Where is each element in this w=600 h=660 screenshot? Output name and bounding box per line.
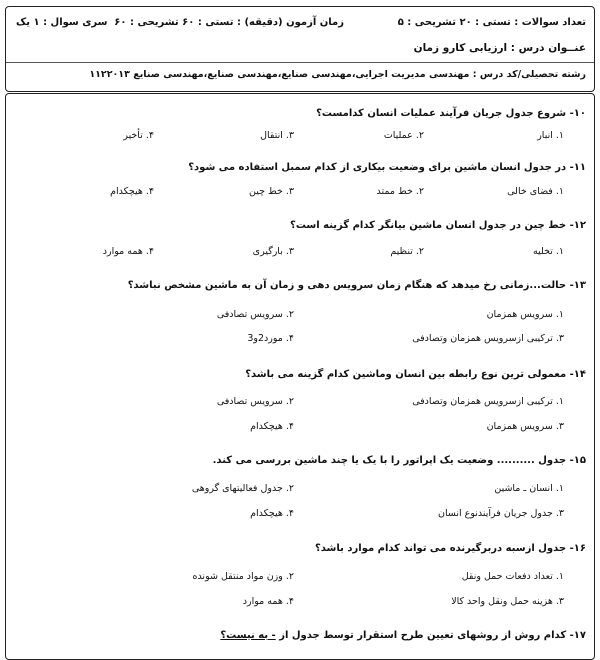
q10-option-3: ۳. انتقال	[260, 130, 294, 141]
q16-option-4: ۴. همه موارد	[242, 596, 294, 607]
question-17-text: ۱۷- کدام روش از روشهای تعیین طرح استقرار توسط جدول از	[275, 630, 586, 641]
q12-option-4: ۴. همه موارد	[102, 246, 154, 257]
question-12: ۱۲- خط چین در جدول انسان ماشین بیانگر کدام گزینه است؟	[290, 220, 586, 231]
q12-option-3: ۳. بارگیری	[252, 246, 294, 257]
q14-option-1: ۱. ترکیبی ازسرویس همزمان وتصادفی	[412, 396, 564, 407]
q11-option-1: ۱. فضای خالی	[507, 186, 564, 197]
q13-option-4: ۴. مورد2و3	[247, 333, 294, 344]
question-15: ۱۵- جدول .......... وضعیت یک اپراتور را با یک یا چند ماشین بررسی می کند.	[212, 455, 586, 466]
q15-option-2: ۲. جدول فعالیتهای گروهی	[191, 483, 294, 494]
questions-box	[5, 93, 595, 660]
q11-option-3: ۳. خط چین	[248, 186, 294, 197]
exam-time: زمان آزمون (دقیقه) : تستی : ۶۰ تشریحی : ۶۰	[114, 17, 344, 28]
question-17-emphasis: - به نیست؟	[220, 630, 276, 641]
question-17	[220, 630, 586, 641]
q14-option-4: ۴. هیچکدام	[250, 421, 294, 432]
question-11: ۱۱- در جدول انسان ماشین برای وضعیت بیکاری از کدام سمبل استفاده می شود؟	[188, 162, 586, 173]
course-major: رشته تحصیلی/کد درس : مهندسی مدیریت اجرایی،مهندسی صنایع،مهندسی صنایع،مهندسی صنایع ۱۱۲۲۰۱۳	[89, 69, 586, 80]
q14-option-3: ۳. سرویس همزمان	[486, 421, 564, 432]
q16-option-3: ۳. هزینه حمل ونقل واحد کالا	[451, 596, 564, 607]
q14-option-2: ۲. سرویس تصادفی	[216, 396, 294, 407]
q12-option-2: ۲. تنظیم	[390, 246, 424, 257]
question-10: ۱۰- شروع جدول جریان فرآیند عملیات انسان کدامست؟	[316, 108, 586, 119]
q10-option-4: ۴. تأخیر	[123, 130, 154, 141]
q11-option-2: ۲. خط ممتد	[376, 186, 424, 197]
question-14: ۱۴- معمولی ترین نوع رابطه بین انسان وماشین کدام گزینه می باشد؟	[245, 369, 586, 380]
q11-option-4: ۴. هیچکدام	[110, 186, 154, 197]
q15-option-4: ۴. هیچکدام	[250, 508, 294, 519]
q12-option-1: ۱. تخلیه	[532, 246, 564, 257]
header-divider	[6, 62, 594, 63]
q13-option-2: ۲. سرویس تصادفی	[216, 309, 294, 320]
q15-option-1: ۱. انسان ـ ماشین	[494, 483, 564, 494]
q15-option-3: ۳. جدول جریان فرآیندنوع انسان	[438, 508, 564, 519]
q10-option-1: ۱. انبار	[537, 130, 564, 141]
q13-option-1: ۱. سرویس همزمان	[486, 309, 564, 320]
exam-page	[5, 0, 595, 652]
question-series: سری سوال : ۱ یک	[16, 17, 108, 28]
exam-header	[5, 6, 595, 92]
q13-option-3: ۳. ترکیبی ازسرویس همزمان وتصادفی	[412, 333, 564, 344]
q10-option-2: ۲. عملیات	[383, 130, 424, 141]
q16-option-1: ۱. تعداد دفعات حمل ونقل	[461, 571, 564, 582]
question-13: ۱۳- حالت...زمانی رخ میدهد که هنگام زمان سرویس دهی و زمان آن به ماشین مشخص نباشد؟	[127, 280, 586, 291]
question-count: تعداد سوالات : تستی : ۲۰ تشریحی : ۵	[397, 17, 586, 28]
question-16: ۱۶- جدول ازسبه دربرگیرنده می تواند کدام موارد باشد؟	[314, 543, 586, 554]
course-title: عنــوان درس : ارزیابی کارو زمان	[413, 42, 586, 54]
q16-option-2: ۲. وزن مواد منتقل شونده	[192, 571, 294, 582]
